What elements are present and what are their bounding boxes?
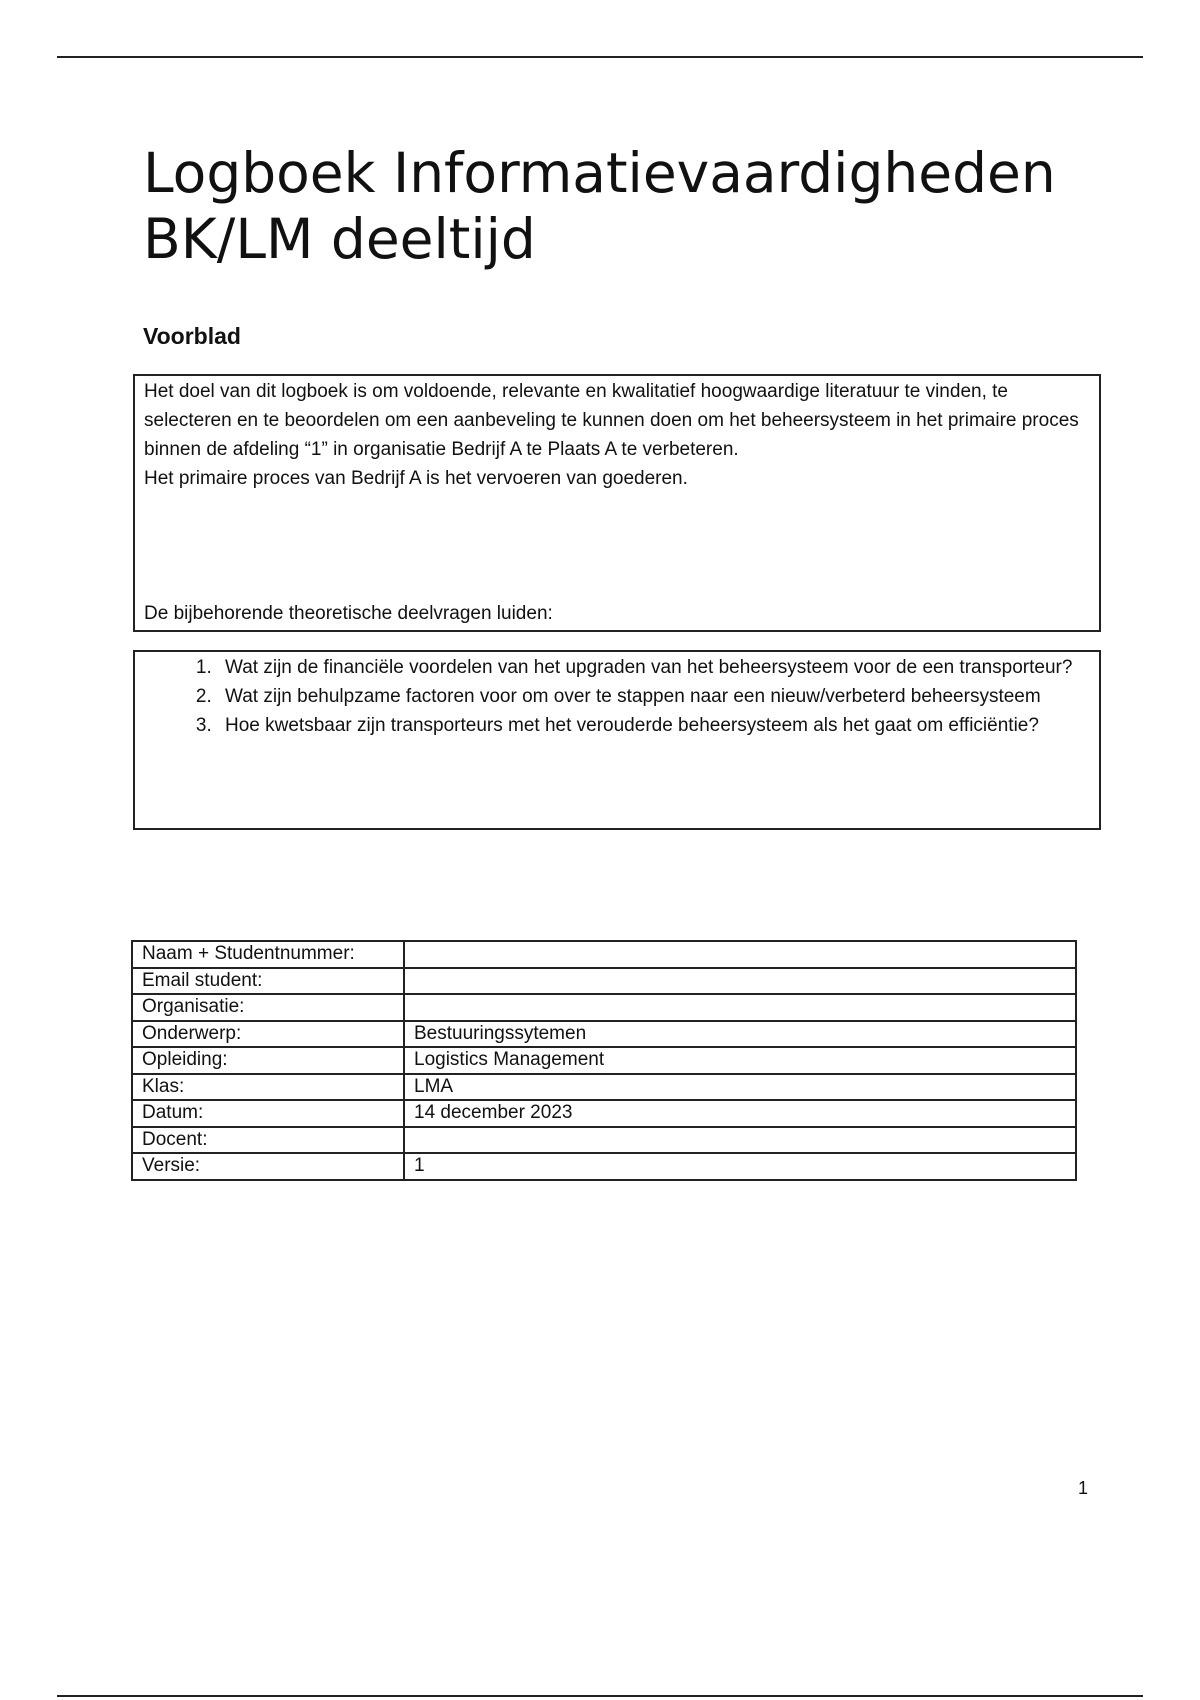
table-row	[132, 1153, 1076, 1180]
question-item: 2. Wat zijn behulpzame factoren voor om over te stappen naar een nieuw/verbeterd beheersysteem	[217, 682, 1090, 711]
table-label: Versie:	[132, 1153, 404, 1180]
table-value	[404, 1127, 1076, 1154]
table-label: Organisatie:	[132, 994, 404, 1021]
question-item: 1. Wat zijn de financiële voordelen van het upgraden van het beheersysteem voor de een transporteur?	[217, 653, 1090, 682]
table-value: Logistics Management	[404, 1047, 1076, 1074]
table-value	[404, 941, 1076, 968]
title-line-1: Logboek Informatievaardigheden	[143, 141, 1056, 205]
footer-rule	[57, 1695, 1143, 1697]
table-label: Email student:	[132, 968, 404, 995]
table-row	[132, 1127, 1076, 1154]
header-rule	[57, 56, 1143, 58]
intro-closing: De bijbehorende theoretische deelvragen luiden:	[144, 603, 553, 624]
table-row	[132, 1021, 1076, 1048]
table-label: Opleiding:	[132, 1047, 404, 1074]
table-label: Onderwerp:	[132, 1021, 404, 1048]
intro-paragraph-process: Het primaire proces van Bedrijf A is het vervoeren van goederen.	[144, 468, 688, 489]
table-label: Docent:	[132, 1127, 404, 1154]
table-row	[132, 1074, 1076, 1101]
section-heading: Voorblad	[143, 323, 241, 349]
table-row	[132, 941, 1076, 968]
table-value: 14 december 2023	[404, 1100, 1076, 1127]
metadata-table	[131, 940, 1077, 1181]
title-line-2: BK/LM deeltijd	[143, 207, 536, 271]
table-value: LMA	[404, 1074, 1076, 1101]
questions-list	[135, 653, 1090, 740]
questions-box	[133, 650, 1101, 830]
document-title	[143, 140, 1123, 272]
question-item: 3. Hoe kwetsbaar zijn transporteurs met het verouderde beheersysteem als het gaat om efficiëntie?	[217, 711, 1090, 740]
table-value: 1	[404, 1153, 1076, 1180]
table-row	[132, 1047, 1076, 1074]
intro-box	[133, 374, 1101, 632]
table-row	[132, 1100, 1076, 1127]
page-number: 1	[1078, 1478, 1089, 1498]
table-value: Bestuuringssytemen	[404, 1021, 1076, 1048]
table-label: Klas:	[132, 1074, 404, 1101]
intro-paragraph: Het doel van dit logboek is om voldoende, relevante en kwalitatief hoogwaardige literatuur te vinden, te selecteren en te beoordelen om een aanbeveling te kunnen doen om het beheersysteem in het primaire proces binnen de afdeling “1” in organisatie Bedrijf A te Plaats A te verbeteren.	[144, 381, 1079, 460]
table-row	[132, 994, 1076, 1021]
table-label: Datum:	[132, 1100, 404, 1127]
table-label: Naam + Studentnummer:	[132, 941, 404, 968]
table-value	[404, 994, 1076, 1021]
table-row	[132, 968, 1076, 995]
table-value	[404, 968, 1076, 995]
